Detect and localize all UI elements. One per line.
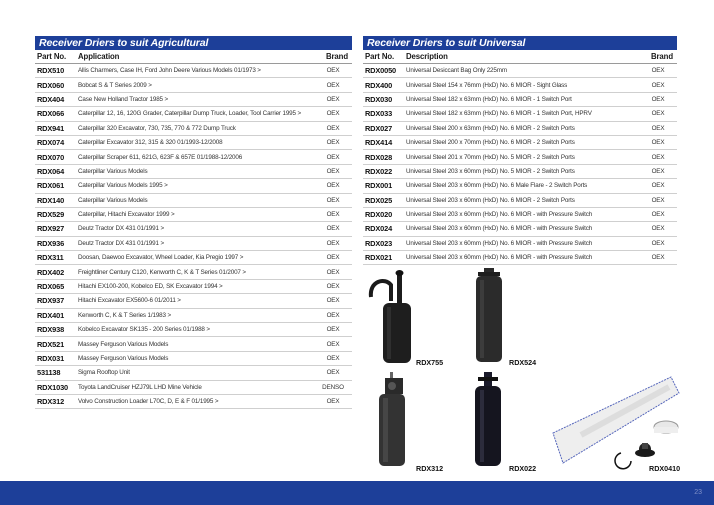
brand-cell: OEX [316,135,352,149]
table-row [35,64,352,78]
brand-cell: OEX [316,265,352,279]
header-brand: Brand [316,50,352,64]
table-row [35,193,352,207]
brand-cell: OEX [641,251,677,265]
brand-cell: OEX [316,279,352,293]
description-cell: Allis Charmers, Case IH, Ford John Deere Various Models 01/1973 > [76,64,316,78]
header-part: Part No. [363,50,404,64]
description-cell: Hitachi EX100-200, Kobelco ED, SK Excavator 1994 > [76,279,316,293]
part-number-cell: RDX074 [35,135,76,149]
part-number-cell: RDX938 [35,323,76,337]
table-row [363,164,677,178]
brand-cell: OEX [641,78,677,92]
table-row [35,236,352,250]
description-cell: Universal Steel 203 x 60mm (HxD) No. 6 MIOR - with Pressure Switch [404,222,641,236]
table-row [363,107,677,121]
description-cell: Freightliner Century C120, Kenworth C, K & T Series 01/2007 > [76,265,316,279]
table-row [363,92,677,106]
table-row [363,179,677,193]
footer-bar [0,481,714,505]
brand-cell: OEX [641,222,677,236]
part-number-cell: RDX529 [35,207,76,221]
description-cell: Massey Ferguson Various Models [76,337,316,351]
agricultural-title: Receiver Driers to suit Agricultural [35,36,352,50]
table-row [35,251,352,265]
description-cell: Caterpillar Scraper 611, 621G, 623F & 657E 01/1988-12/2006 [76,150,316,164]
table-row [35,135,352,149]
description-cell: Bobcat S & T Series 2009 > [76,78,316,92]
part-number-cell: RDX061 [35,179,76,193]
part-number-cell: RDX937 [35,294,76,308]
universal-title: Receiver Driers to suit Universal [363,36,677,50]
description-cell: Universal Steel 201 x 70mm (HxD) No. 5 MIOR - 2 Switch Ports [404,150,641,164]
universal-panel [363,36,677,265]
product-rdx0410-image [551,375,686,475]
table-row [35,351,352,365]
part-number-cell: RDX027 [363,121,404,135]
description-cell: Deutz Tractor DX 431 01/1991 > [76,236,316,250]
table-row [35,337,352,351]
description-cell: Caterpillar Excavator 312, 315 & 320 01/1993-12/2008 [76,135,316,149]
description-cell: Universal Desiccant Bag Only 225mm [404,64,641,78]
part-number-cell: RDX936 [35,236,76,250]
part-number-cell: RDX401 [35,308,76,322]
description-cell: Universal Steel 203 x 60mm (HxD) No. 6 MIOR - with Pressure Switch [404,207,641,221]
part-number-cell: RDX028 [363,150,404,164]
table-row [363,135,677,149]
product-images [363,265,693,475]
brand-cell: OEX [316,337,352,351]
description-cell: Caterpillar Various Models [76,164,316,178]
brand-cell: OEX [316,366,352,380]
part-number-cell: RDX140 [35,193,76,207]
brand-cell: OEX [316,323,352,337]
agricultural-rows [35,64,352,409]
table-row [363,193,677,207]
table-row [35,92,352,106]
part-number-cell: RDX927 [35,222,76,236]
brand-cell: DENSO [316,380,352,394]
part-number-cell: RDX023 [363,236,404,250]
table-row [35,323,352,337]
brand-cell: OEX [641,64,677,78]
table-row [363,207,677,221]
description-cell: Universal Steel 200 x 63mm (HxD) No. 6 MIOR - 2 Switch Ports [404,121,641,135]
product-label-rdx524: RDX524 [509,358,537,367]
table-row [363,251,677,265]
product-label-rdx755: RDX755 [416,358,444,367]
part-number-cell: RDX070 [35,150,76,164]
description-cell: Doosan, Daewoo Excavator, Wheel Loader, Kia Pregio 1997 > [76,251,316,265]
table-row [35,207,352,221]
part-number-cell: RDX031 [35,351,76,365]
part-number-cell: RDX510 [35,64,76,78]
table-row [35,265,352,279]
header-brand: Brand [641,50,677,64]
part-number-cell: RDX022 [363,164,404,178]
table-row [35,279,352,293]
table-row [35,164,352,178]
part-number-cell: RDX414 [363,135,404,149]
brand-cell: OEX [641,164,677,178]
part-number-cell: RDX020 [363,207,404,221]
part-number-cell: RDX1030 [35,380,76,394]
description-cell: Universal Steel 203 x 60mm (HxD) No. 6 Male Flare - 2 Switch Ports [404,179,641,193]
product-label-rdx312: RDX312 [416,464,444,473]
brand-cell: OEX [316,107,352,121]
brand-cell: OEX [316,308,352,322]
product-rdx312-image [377,372,407,473]
description-cell: Case New Holland Tractor 1985 > [76,92,316,106]
brand-cell: OEX [641,107,677,121]
brand-cell: OEX [316,193,352,207]
part-number-cell: RDX941 [35,121,76,135]
part-number-cell: RDX402 [35,265,76,279]
part-number-cell: RDX404 [35,92,76,106]
description-cell: Universal Steel 203 x 60mm (HxD) No. 5 MIOR - 2 Switch Ports [404,164,641,178]
description-cell: Universal Steel 154 x 76mm (HxD) No. 6 MIOR - Sight Glass [404,78,641,92]
brand-cell: OEX [316,92,352,106]
description-cell: Universal Steel 182 x 63mm (HxD) No. 6 MIOR - 1 Switch Port [404,92,641,106]
description-cell: Caterpillar 320 Excavator, 730, 735, 770 & 772 Dump Truck [76,121,316,135]
product-rdx524-image [474,268,504,369]
table-row [363,78,677,92]
part-number-cell: RDX0050 [363,64,404,78]
brand-cell: OEX [316,351,352,365]
table-row [35,222,352,236]
universal-rows [363,64,677,265]
part-number-cell: RDX065 [35,279,76,293]
brand-cell: OEX [641,236,677,250]
part-number-cell: RDX312 [35,394,76,408]
description-cell: Kobelco Excavator SK135 - 200 Series 01/1988 > [76,323,316,337]
brand-cell: OEX [641,150,677,164]
table-row [35,121,352,135]
part-number-cell: RDX030 [363,92,404,106]
brand-cell: OEX [641,179,677,193]
table-header-row [363,50,677,64]
part-number-cell: RDX064 [35,164,76,178]
table-row [363,121,677,135]
product-label-rdx0410: RDX0410 [649,464,681,473]
header-application: Application [76,50,316,64]
description-cell: Caterpillar 12, 16, 120G Grader, Caterpillar Dump Truck, Loader, Tool Carrier 1995 > [76,107,316,121]
part-number-cell: RDX066 [35,107,76,121]
brand-cell: OEX [316,179,352,193]
description-cell: Kenworth C, K & T Series 1/1983 > [76,308,316,322]
part-number-cell: RDX033 [363,107,404,121]
description-cell: Sigma Rooftop Unit [76,366,316,380]
table-row [35,78,352,92]
description-cell: Universal Steel 203 x 60mm (HxD) No. 6 MIOR - with Pressure Switch [404,251,641,265]
brand-cell: OEX [316,222,352,236]
brand-cell: OEX [316,251,352,265]
part-number-cell: RDX021 [363,251,404,265]
part-number-cell: RDX060 [35,78,76,92]
description-cell: Caterpillar Various Models [76,193,316,207]
table-row [35,150,352,164]
description-cell: Universal Steel 182 x 63mm (HxD) No. 6 MIOR - 1 Switch Port, HPRV [404,107,641,121]
description-cell: Universal Steel 203 x 60mm (HxD) No. 6 MIOR - 2 Switch Ports [404,193,641,207]
part-number-cell: RDX400 [363,78,404,92]
description-cell: Toyota LandCruiser HZJ79L LHD Mine Vehicle [76,380,316,394]
part-number-cell: RDX521 [35,337,76,351]
description-cell: Volvo Construction Loader L70C, D, E & F 01/1995 > [76,394,316,408]
description-cell: Universal Steel 203 x 60mm (HxD) No. 6 MIOR - with Pressure Switch [404,236,641,250]
page-number: 23 [694,489,702,496]
table-header-row [35,50,352,64]
description-cell: Hitachi Excavator EX5600-6 01/2011 > [76,294,316,308]
universal-table [363,50,677,265]
brand-cell: OEX [316,394,352,408]
header-part: Part No. [35,50,76,64]
part-number-cell: RDX311 [35,251,76,265]
table-row [35,366,352,380]
part-number-cell: RDX001 [363,179,404,193]
description-cell: Caterpillar, Hitachi Excavator 1999 > [76,207,316,221]
table-row [363,236,677,250]
brand-cell: OEX [316,164,352,178]
brand-cell: OEX [641,193,677,207]
brand-cell: OEX [641,135,677,149]
description-cell: Universal Steel 200 x 70mm (HxD) No. 6 MIOR - 2 Switch Ports [404,135,641,149]
table-row [35,394,352,408]
part-number-cell: RDX025 [363,193,404,207]
product-rdx755-image [367,269,412,370]
table-row [35,107,352,121]
brand-cell: OEX [316,294,352,308]
brand-cell: OEX [641,207,677,221]
table-row [363,150,677,164]
brand-cell: OEX [316,121,352,135]
description-cell: Caterpillar Various Models 1995 > [76,179,316,193]
product-rdx022-image [473,372,503,473]
agricultural-table [35,50,352,409]
table-row [363,222,677,236]
brand-cell: OEX [316,236,352,250]
part-number-cell: RDX024 [363,222,404,236]
product-label-rdx022: RDX022 [509,464,537,473]
agricultural-panel [35,36,352,409]
brand-cell: OEX [641,92,677,106]
brand-cell: OEX [316,64,352,78]
part-number-cell: 531138 [35,366,76,380]
table-row [35,294,352,308]
description-cell: Massey Ferguson Various Models [76,351,316,365]
header-description: Description [404,50,641,64]
table-row [363,64,677,78]
brand-cell: OEX [316,78,352,92]
table-row [35,380,352,394]
table-row [35,308,352,322]
brand-cell: OEX [316,207,352,221]
table-row [35,179,352,193]
description-cell: Deutz Tractor DX 431 01/1991 > [76,222,316,236]
brand-cell: OEX [641,121,677,135]
brand-cell: OEX [316,150,352,164]
